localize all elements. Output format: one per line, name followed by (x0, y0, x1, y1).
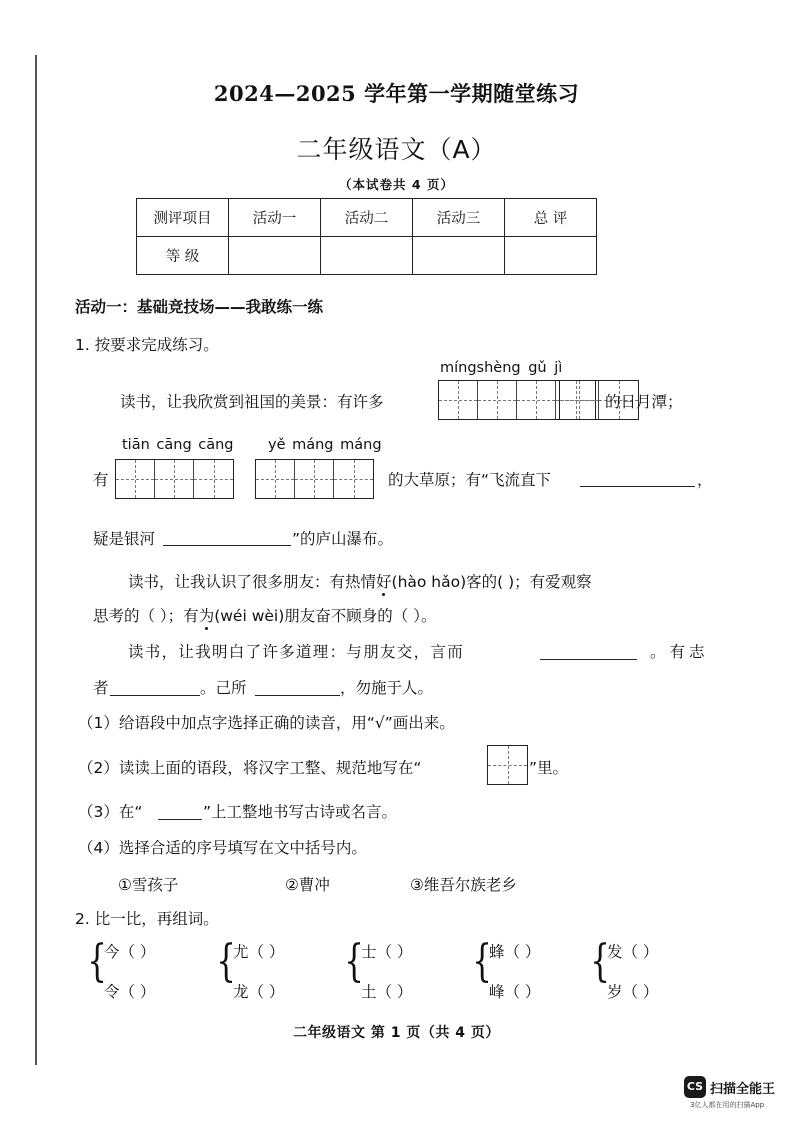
pinyin-tiancangcang: tiān cāng cāng (122, 437, 234, 453)
q1-line1-start: 读书，让我欣赏到祖国的美景：有许多 (120, 393, 384, 411)
page-footer: 二年级语文 第 1 页（共 4 页） (293, 1025, 500, 1041)
option-2: ②曹冲 (285, 876, 330, 894)
grade-label-cell: 等 级 (137, 237, 229, 275)
sample-blank-line (158, 803, 202, 822)
para-reason-line1: 读书，让我明白了许多道理：与朋友交，言而 (128, 643, 465, 661)
writing-grid-yemangmang (255, 459, 374, 499)
q1-line2-mid: 的大草原；有“飞流直下 (388, 471, 552, 489)
score-header-cell: 活动一 (229, 199, 321, 237)
sub-question-3-start: （3）在“ (78, 803, 143, 821)
pair-word-bottom[interactable]: 岁（ ） (607, 983, 659, 1001)
q1-label: 1. 按要求完成练习。 (75, 336, 219, 354)
watermark-name: 扫描全能王 (710, 1082, 776, 1097)
para-reason-line2-start: 者 (93, 679, 109, 697)
page-subtitle: 二年级语文（A） (296, 135, 497, 164)
pair-word-top[interactable]: 尤（ ） (233, 943, 285, 961)
grade-cell[interactable] (505, 237, 597, 275)
para-reason-line2-mid: 。己所 (200, 679, 247, 697)
para-friends-line2 (93, 604, 436, 626)
sub-question-2-start: （2）读读上面的语段，将汉字工整、规范地写在“ (78, 759, 422, 777)
para-text: 读书，让我认识了很多朋友：有热情 (128, 573, 377, 591)
grade-cell[interactable] (321, 237, 413, 275)
grade-cell[interactable] (229, 237, 321, 275)
para-reason-line1-end: 。有志 (650, 643, 709, 661)
pinyin-yemangmang: yě máng máng (268, 437, 382, 453)
writing-cell (488, 746, 527, 784)
pair-word-bottom[interactable]: 土（ ） (361, 983, 413, 1001)
q1-line3-start: 疑是银河 (93, 530, 156, 548)
pair-word-bottom[interactable]: 龙（ ） (233, 983, 285, 1001)
pair-brace: { (344, 936, 364, 987)
pair-word-top[interactable]: 士（ ） (361, 943, 413, 961)
writing-cell[interactable] (517, 381, 556, 419)
pair-word-top[interactable]: 发（ ） (607, 943, 659, 961)
pair-word-top[interactable]: 今（ ） (104, 943, 156, 961)
dotted-char: 为 (198, 607, 215, 625)
score-table (136, 198, 597, 275)
pair-word-top[interactable]: 蜂（ ） (489, 943, 541, 961)
para-reason-line2-end: ，勿施于人。 (340, 679, 434, 697)
pair-word-bottom[interactable]: 峰（ ） (489, 983, 541, 1001)
q1-line2-end: ， (697, 471, 713, 489)
blank-line[interactable] (110, 679, 200, 698)
camscanner-logo-icon: CS (684, 1076, 706, 1098)
writing-cell[interactable] (155, 460, 194, 498)
writing-cell[interactable] (334, 460, 373, 498)
q1-line1-end: 的日月潭； (605, 393, 683, 411)
q2-label: 2. 比一比，再组词。 (75, 910, 219, 928)
pair-word-bottom[interactable]: 令（ ） (104, 983, 156, 1001)
writing-cell[interactable] (116, 460, 155, 498)
activity1-heading: 活动一：基础竞技场——我敢练一练 (75, 298, 324, 316)
para-friends-line1 (128, 570, 592, 592)
page-title: 2024—2025 学年第一学期随堂练习 (213, 81, 580, 106)
blank-line[interactable] (540, 643, 637, 662)
sub-question-1: （1）给语段中加点字选择正确的读音，用“√”画出来。 (78, 714, 455, 732)
q1-line3-end: ”的庐山瀑布。 (292, 530, 394, 548)
writing-cell[interactable] (560, 381, 599, 419)
pair-brace: { (590, 936, 610, 987)
writing-cell[interactable] (478, 381, 517, 419)
writing-cell[interactable] (439, 381, 478, 419)
pair-brace: { (87, 936, 107, 987)
writing-cell[interactable] (256, 460, 295, 498)
watermark-tagline: 3亿人都在用的扫描App (690, 1101, 765, 1109)
writing-cell[interactable] (194, 460, 233, 498)
blank-line[interactable] (580, 470, 695, 489)
grade-cell[interactable] (413, 237, 505, 275)
writing-cell[interactable] (295, 460, 334, 498)
para-text: (hào hǎo)客的( )；有爱观察 (391, 573, 592, 591)
score-header-cell: 活动二 (321, 199, 413, 237)
q1-line2-start: 有 (93, 471, 109, 489)
sub-question-3-end: ”上工整地书写古诗或名言。 (203, 803, 398, 821)
score-table-grade-row (137, 237, 597, 275)
option-1: ①雪孩子 (118, 876, 179, 894)
sub-question-2-end: ”里。 (529, 759, 569, 777)
pages-note: （本试卷共 4 页） (339, 177, 454, 192)
sample-writing-cell (487, 745, 528, 785)
option-3: ③维吾尔族老乡 (410, 876, 517, 894)
pair-brace: { (472, 936, 492, 987)
score-header-cell: 总 评 (505, 199, 597, 237)
sub-question-4: （4）选择合适的序号填写在文中括号内。 (78, 839, 367, 857)
blank-line[interactable] (163, 529, 291, 548)
writing-grid-tiancangcang (115, 459, 234, 499)
margin-rule (35, 55, 37, 1065)
dotted-char: 好 (376, 573, 392, 591)
score-table-header-row (137, 199, 597, 237)
blank-line[interactable] (255, 679, 340, 698)
score-header-cell: 活动三 (413, 199, 505, 237)
score-header-cell: 测评项目 (137, 199, 229, 237)
para-text: (wéi wèi)朋友奋不顾身的（ ）。 (214, 607, 437, 625)
pinyin-mingsheng-guji: míngshèng gǔ jì (440, 360, 563, 376)
pair-brace: { (216, 936, 236, 987)
para-text: 思考的（ ）；有 (93, 607, 199, 625)
